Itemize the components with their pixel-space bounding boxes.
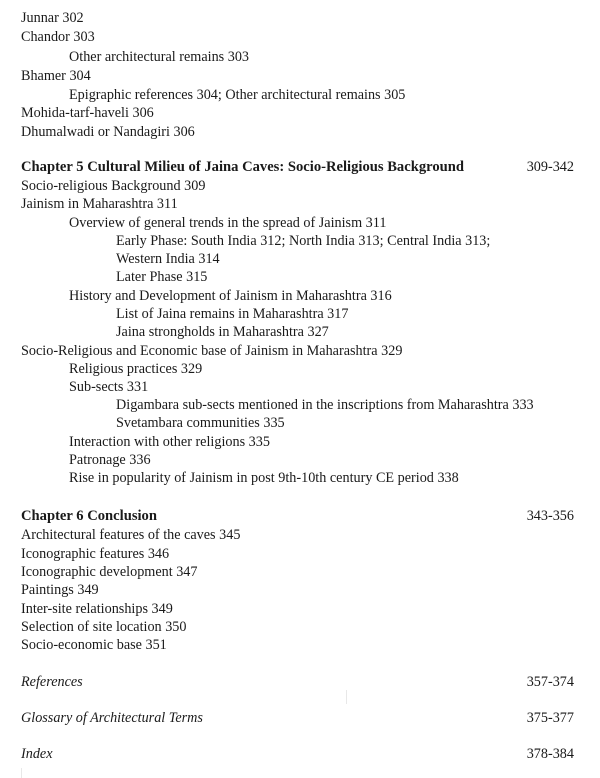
- toc-subentry: Religious practices 329: [69, 361, 203, 377]
- toc-subsubentry: Svetambara communities 335: [116, 415, 285, 431]
- toc-subsubentry: Early Phase: South India 312; North India 313; Central India 313;: [116, 233, 491, 249]
- toc-subsubentry: Jaina strongholds in Maharashtra 327: [116, 324, 329, 340]
- index-pages: 378-384: [526, 746, 574, 762]
- toc-entry: Iconographic features 346: [21, 546, 170, 562]
- toc-subentry: Overview of general trends in the spread of Jainism 311: [69, 215, 387, 231]
- toc-subentry: Interaction with other religions 335: [69, 434, 270, 450]
- toc-entry: Paintings 349: [21, 582, 99, 598]
- toc-entry: Architectural features of the caves 345: [21, 527, 241, 543]
- toc-entry: Socio-religious Background 309: [21, 178, 206, 194]
- scan-mark: [346, 690, 347, 704]
- toc-subentry: Rise in popularity of Jainism in post 9th-10th century CE period 338: [69, 470, 459, 486]
- chapter-5-pages: 309-342: [526, 159, 574, 175]
- toc-entry: Chandor 303: [21, 29, 95, 45]
- references-pages: 357-374: [526, 674, 574, 690]
- toc-entry: Socio-economic base 351: [21, 637, 167, 653]
- toc-subsubentry: List of Jaina remains in Maharashtra 317: [116, 306, 349, 322]
- chapter-6-title: Chapter 6 Conclusion: [21, 508, 157, 524]
- toc-subsubentry: Western India 314: [116, 251, 220, 267]
- toc-entry: Iconographic development 347: [21, 564, 198, 580]
- references-title: References: [21, 674, 83, 690]
- toc-entry: Jainism in Maharashtra 311: [21, 196, 178, 212]
- toc-entry: Inter-site relationships 349: [21, 601, 173, 617]
- glossary-pages: 375-377: [526, 710, 574, 726]
- toc-subsubentry: Digambara sub-sects mentioned in the inscriptions from Maharashtra 333: [116, 397, 534, 413]
- toc-subentry: Sub-sects 331: [69, 379, 149, 395]
- toc-subsubentry: Later Phase 315: [116, 269, 208, 285]
- index-title: Index: [21, 746, 53, 762]
- toc-entry: Bhamer 304: [21, 68, 91, 84]
- toc-subentry: History and Development of Jainism in Maharashtra 316: [69, 288, 392, 304]
- chapter-6-pages: 343-356: [526, 508, 574, 524]
- toc-entry: Dhumalwadi or Nandagiri 306: [21, 124, 195, 140]
- chapter-5-title: Chapter 5 Cultural Milieu of Jaina Caves: Socio-Religious Background: [21, 159, 464, 175]
- toc-subentry: Epigraphic references 304; Other architectural remains 305: [69, 87, 406, 103]
- scan-mark: [21, 768, 22, 778]
- toc-entry: Selection of site location 350: [21, 619, 187, 635]
- toc-entry: Junnar 302: [21, 10, 84, 26]
- glossary-title: Glossary of Architectural Terms: [21, 710, 203, 726]
- toc-subentry: Patronage 336: [69, 452, 151, 468]
- toc-entry: Mohida-tarf-haveli 306: [21, 105, 154, 121]
- toc-subentry: Other architectural remains 303: [69, 49, 250, 65]
- toc-entry: Socio-Religious and Economic base of Jainism in Maharashtra 329: [21, 343, 403, 359]
